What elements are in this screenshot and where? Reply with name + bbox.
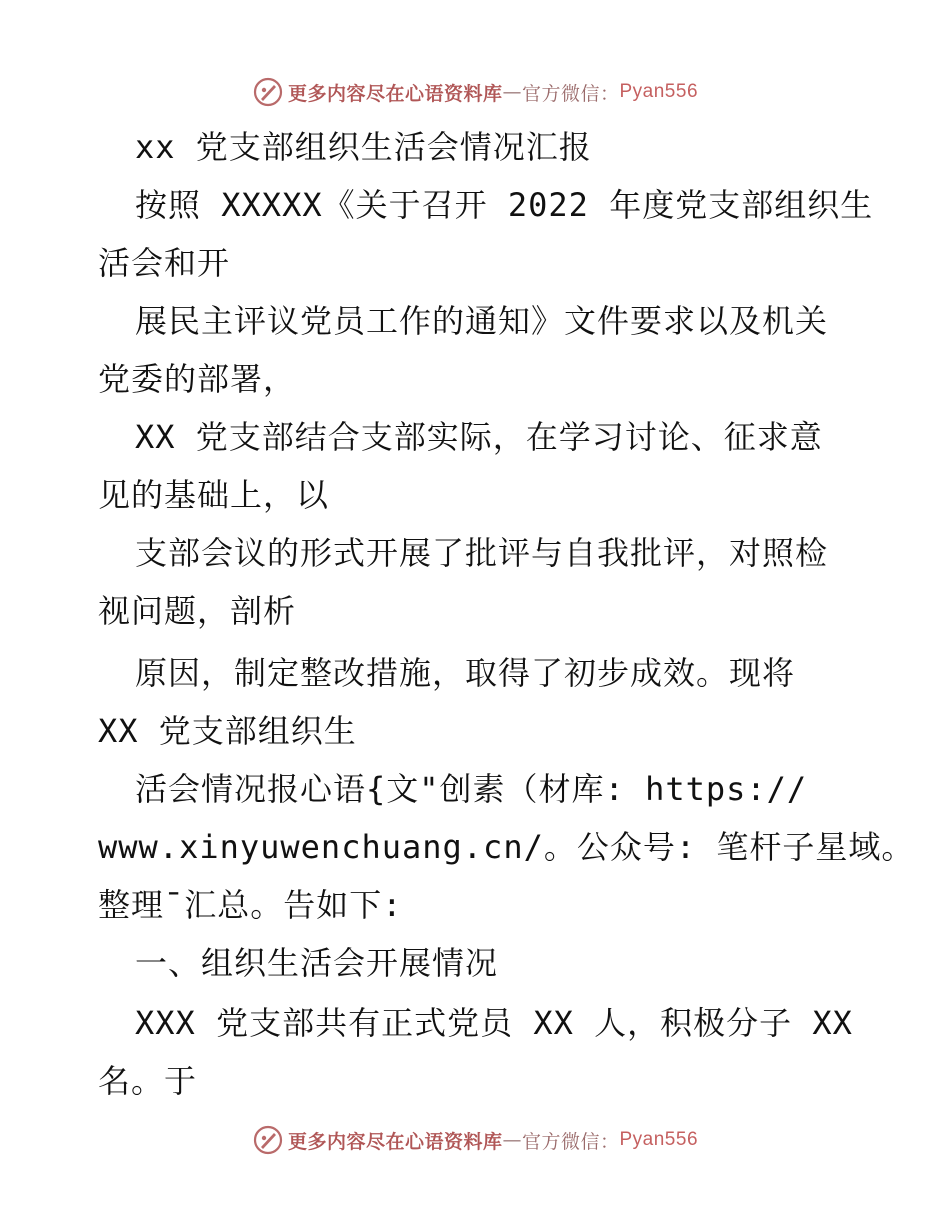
watermark-wechat-label: 官方微信： (521, 1130, 620, 1153)
paragraph-line: 见的基础上，以 (98, 476, 330, 514)
paragraph-line: 按照 XXXXX《关于召开 2022 年度党支部组织生 (135, 186, 874, 224)
paragraph-line: www.xinyuwenchuang.cn/。公众号: 笔杆子星域。 (98, 828, 915, 866)
watermark-wechat-id: Pyan556 (619, 1129, 699, 1150)
quill-circle-icon (252, 1124, 284, 1156)
paragraph-line: 原因，制定整改措施，取得了初步成效。现将 (135, 654, 796, 692)
paragraph-line: 活会和开 (98, 244, 231, 282)
document-title: xx 党支部组织生活会情况汇报 (135, 128, 592, 166)
watermark-wechat-label: 官方微信： (521, 82, 620, 105)
watermark-banner-bottom (0, 1120, 950, 1160)
watermark-separator: — (502, 1129, 522, 1151)
watermark-wechat-id: Pyan556 (619, 81, 699, 102)
watermark-separator: — (502, 81, 522, 103)
paragraph-line: 支部会议的形式开展了批评与自我批评，对照检 (135, 534, 829, 572)
paragraph-line: XX 党支部组织生 (98, 712, 357, 750)
paragraph-line: 活会情况报心语{文"创素（材库: https:// (135, 770, 808, 808)
paragraph-line: 名。于 (98, 1062, 198, 1100)
watermark-brand: 更多内容尽在心语资料库 (287, 82, 503, 105)
paragraph-line: XX 党支部结合支部实际，在学习讨论、征求意 (135, 418, 823, 456)
paragraph-line: XXX 党支部共有正式党员 XX 人，积极分子 XX (135, 1004, 853, 1042)
section-heading: 一、组织生活会开展情况 (135, 944, 499, 982)
paragraph-line: 党委的部署， (98, 360, 297, 398)
paragraph-line: 展民主评议党员工作的通知》文件要求以及机关 (135, 302, 829, 340)
watermark-brand: 更多内容尽在心语资料库 (287, 1130, 503, 1153)
paragraph-line: 整理¯汇总。告如下: (98, 886, 403, 924)
paragraph-line: 视问题，剖析 (98, 592, 297, 630)
